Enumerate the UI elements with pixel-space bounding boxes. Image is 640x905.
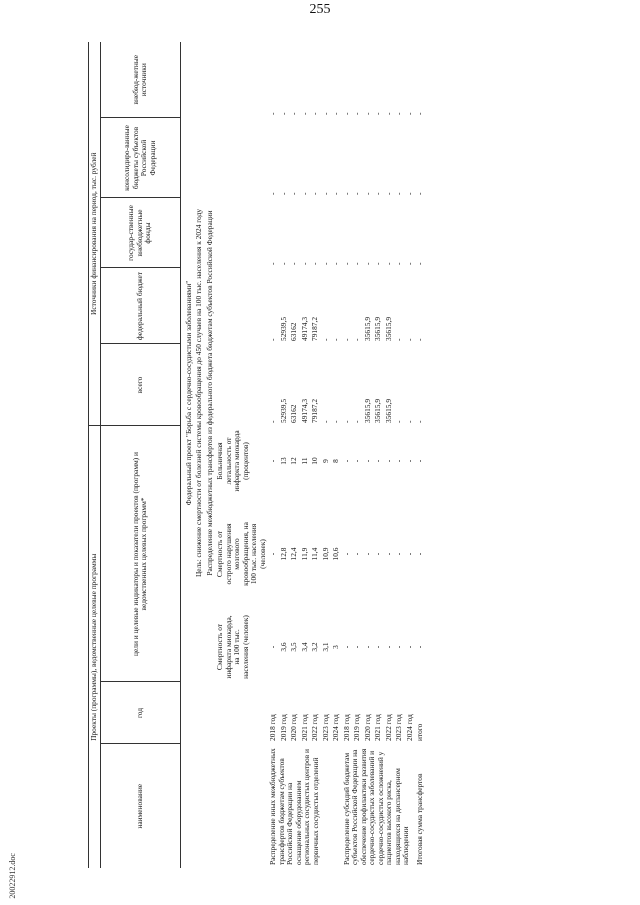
total-row-name: Итоговая сумма трансфертов	[415, 773, 425, 865]
total-amount-cell: -	[404, 420, 414, 423]
indicators-cell	[342, 426, 353, 682]
federal-budget-cell: -	[352, 338, 362, 341]
indicator-hospital-lethality-value: -	[268, 459, 278, 463]
indicator-mi-mortality-value: 3	[331, 645, 341, 649]
indicator-stroke-mortality-value: 12,8	[278, 547, 288, 561]
consolidated-budget-cell: -	[278, 192, 288, 195]
total-amount-cell: 52939,5	[278, 398, 288, 423]
total-amount-cell: 79187,2	[310, 398, 320, 423]
year-cell: 2023 год	[394, 714, 404, 741]
year-cell: 2020 год	[289, 714, 299, 741]
indicator-mi-mortality-value: 3,1	[320, 642, 330, 652]
consolidated-budget-cell: -	[373, 192, 383, 195]
indicator-mi-mortality-value: -	[341, 645, 351, 649]
extrabudget-cell: -	[362, 112, 372, 115]
document-id: 20022912.doc	[8, 853, 17, 899]
federal-budget-cell: -	[268, 338, 278, 341]
page-number: 255	[309, 2, 331, 17]
indicator-hospital-lethality-value: 9	[320, 459, 330, 463]
consolidated-budget-cell: -	[310, 192, 320, 195]
indicator-mi-mortality-value: -	[394, 645, 404, 649]
extrabudget-cell: -	[289, 112, 299, 115]
sources-group-header: Источники финансирования на период, тыс. рублей	[89, 42, 101, 426]
indicator-mi-mortality-value: -	[383, 645, 393, 649]
indicator-hospital-lethality-value: 11	[299, 457, 309, 465]
state-funds-cell: -	[331, 262, 341, 265]
extrabudget-cell: -	[394, 112, 404, 115]
indicator-mi-mortality-value: -	[362, 645, 372, 649]
indicator-stroke-mortality-value: -	[404, 552, 414, 556]
indicator-stroke-mortality-value: 11,4	[310, 547, 320, 561]
state-funds-cell: -	[352, 262, 362, 265]
consolidated-budget-cell: -	[289, 192, 299, 195]
total-amount-cell: -	[352, 420, 362, 423]
indicator-stroke-mortality-value: -	[373, 552, 383, 556]
federal-budget-cell: -	[331, 338, 341, 341]
year-cell: 2022 год	[310, 714, 320, 741]
consolidated-budget-cell: -	[404, 192, 414, 195]
total-amount-cell: -	[341, 420, 351, 423]
rotated-table-area	[88, 28, 640, 868]
indicator-stroke-mortality-value: -	[268, 552, 278, 556]
extrabudget-cell: -	[310, 112, 320, 115]
year-cell: 2024 год	[404, 714, 414, 741]
state-funds-cell: -	[320, 262, 330, 265]
section-2-name: Распределение субсидий бюджетам субъектов Российской Федерации на обеспечение профилактики развития сердечно-сосудистых заболеваний и сердечно-сосудистых осложнений у пациентов высокого риска, находящихся на диспансерном наблюдении	[341, 748, 411, 865]
indicators-cell	[289, 426, 300, 682]
state-funds-cell: -	[394, 262, 404, 265]
year-cell: 2020 год	[362, 714, 372, 741]
indicator-stroke-mortality-value: -	[362, 552, 372, 556]
total-amount-cell: -	[415, 420, 425, 423]
indicator-mi-mortality-value: 3,4	[299, 642, 309, 652]
year-cell: 2023 год	[320, 714, 330, 741]
indicator-stroke-mortality-value: -	[383, 552, 393, 556]
state-funds-cell: -	[373, 262, 383, 265]
indicators-cell	[331, 426, 342, 682]
table-row	[268, 42, 279, 868]
indicator-hospital-lethality-value: 12	[289, 457, 299, 465]
indicator-hospital-lethality-value: -	[341, 459, 351, 463]
extrabudget-cell: -	[268, 112, 278, 115]
extrabudget-cell: -	[352, 112, 362, 115]
federal-budget-cell: 35615,9	[362, 316, 372, 341]
year-cell: 2019 год	[352, 714, 362, 741]
indicator-stroke-mortality-value: 12,4	[289, 547, 299, 561]
extrabudget-cell: -	[341, 112, 351, 115]
state-funds-cell: -	[289, 262, 299, 265]
extrabudget-cell: -	[373, 112, 383, 115]
federal-budget-cell: 49174,3	[299, 316, 309, 341]
federal-budget-cell: 35615,9	[383, 316, 393, 341]
indicators-cell	[300, 426, 311, 682]
project-title: Федеральный проект "Борьба с сердечно-сосудистыми заболеваниями"	[183, 280, 193, 506]
col-consolidated-header: консолидиро-ванные бюджеты субъектов Российской Федерации	[100, 118, 180, 198]
indicator-hospital-lethality-value: 8	[331, 459, 341, 463]
total-row	[415, 42, 426, 868]
indicator-hospital-lethality-value: 10	[310, 457, 320, 465]
total-amount-cell: 35615,9	[373, 398, 383, 423]
indicators-cell	[384, 426, 395, 682]
extrabudget-cell: -	[278, 112, 288, 115]
indicator-stroke-mortality-label: Смертность от острого нарушения мозгового кровообращения, на 100 тыс. населения (человек)	[215, 522, 267, 586]
state-funds-cell: -	[383, 262, 393, 265]
indicators-cell	[415, 426, 426, 682]
state-funds-cell: -	[299, 262, 309, 265]
section-2-rows	[342, 42, 416, 868]
extrabudget-cell: -	[299, 112, 309, 115]
year-cell: 2018 год	[268, 714, 278, 741]
consolidated-budget-cell: -	[415, 192, 425, 195]
indicator-hospital-lethality-label: Больничная летальность от инфаркта миокарда (процентов)	[215, 430, 250, 492]
state-funds-cell: -	[268, 262, 278, 265]
state-funds-cell: -	[310, 262, 320, 265]
consolidated-budget-cell: -	[320, 192, 330, 195]
col-state-funds-header: государ-ственные внебюджетные фонды	[100, 198, 180, 268]
state-funds-cell: -	[415, 262, 425, 265]
state-funds-cell: -	[362, 262, 372, 265]
indicators-cell	[279, 426, 290, 682]
total-amount-cell: -	[268, 420, 278, 423]
federal-budget-cell: -	[320, 338, 330, 341]
federal-budget-cell: 79187,2	[310, 316, 320, 341]
consolidated-budget-cell: -	[383, 192, 393, 195]
financing-table	[88, 42, 426, 868]
consolidated-budget-cell: -	[299, 192, 309, 195]
federal-budget-cell: 63162	[289, 322, 299, 341]
col-federal-header: федеральный бюджет	[100, 268, 180, 344]
state-funds-cell: -	[404, 262, 414, 265]
indicator-hospital-lethality-value: 13	[278, 457, 288, 465]
indicator-mi-mortality-value: -	[415, 645, 425, 649]
federal-budget-cell: 52939,5	[278, 316, 288, 341]
distribution-heading: Распределение межбюджетных трансфертов из федерального бюджета бюджетам субъектов Российской Федерации	[204, 210, 214, 576]
extrabudget-cell: -	[404, 112, 414, 115]
year-cell: 2021 год	[299, 714, 309, 741]
total-amount-cell: 35615,9	[383, 398, 393, 423]
consolidated-budget-cell: -	[362, 192, 372, 195]
total-amount-cell: -	[394, 420, 404, 423]
indicator-hospital-lethality-value: -	[373, 459, 383, 463]
indicator-hospital-lethality-value: -	[394, 459, 404, 463]
indicator-mi-mortality-value: -	[268, 645, 278, 649]
consolidated-budget-cell: -	[268, 192, 278, 195]
year-cell: 2022 год	[383, 714, 393, 741]
indicators-cell	[405, 426, 416, 682]
indicator-hospital-lethality-value: -	[383, 459, 393, 463]
projects-group-header: Проекты (программы), ведомственные целевые программы	[89, 426, 101, 868]
indicator-stroke-mortality-value: -	[415, 552, 425, 556]
indicator-stroke-mortality-value: -	[352, 552, 362, 556]
indicator-stroke-mortality-value: -	[394, 552, 404, 556]
total-amount-cell: 49174,3	[299, 398, 309, 423]
indicator-hospital-lethality-value: -	[362, 459, 372, 463]
indicators-cell	[394, 426, 405, 682]
total-amount-cell: -	[320, 420, 330, 423]
table-row	[342, 42, 353, 868]
extrabudget-cell: -	[331, 112, 341, 115]
indicators-cell	[321, 426, 332, 682]
federal-budget-cell: -	[341, 338, 351, 341]
col-name-header: наименование	[100, 744, 180, 868]
indicator-mi-mortality-value: 3,2	[310, 642, 320, 652]
indicators-cell	[310, 426, 321, 682]
consolidated-budget-cell: -	[394, 192, 404, 195]
indicator-hospital-lethality-value: -	[352, 459, 362, 463]
extrabudget-cell: -	[415, 112, 425, 115]
federal-budget-cell: 35615,9	[373, 316, 383, 341]
indicator-stroke-mortality-value: -	[341, 552, 351, 556]
federal-budget-cell: -	[415, 338, 425, 341]
col-extrabudget-header: внебюд-жетные источники	[100, 42, 180, 118]
year-cell: 2018 год	[341, 714, 351, 741]
indicator-hospital-lethality-value: -	[404, 459, 414, 463]
section-1-name: Распределение иных межбюджетных трансфертов бюджетам субъектов Российской Федерации на оснащение оборудованием региональных сосудистых центров и первичных сосудистых отделений	[268, 748, 320, 865]
state-funds-cell: -	[341, 262, 351, 265]
project-goal: Цель: снижение смертности от болезней системы кровообращения до 450 случаев на 100 тыс. населения к 2024 году	[194, 208, 204, 578]
indicators-cell	[268, 426, 279, 682]
indicator-mi-mortality-value: -	[352, 645, 362, 649]
federal-budget-cell: -	[394, 338, 404, 341]
indicator-stroke-mortality-value: 11,9	[299, 547, 309, 561]
total-amount-cell: 63162	[289, 404, 299, 423]
total-amount-cell: 35615,9	[362, 398, 372, 423]
total-rows	[415, 42, 426, 868]
col-total-header: всего	[100, 344, 180, 426]
indicator-stroke-mortality-value: 10,9	[320, 547, 330, 561]
indicator-hospital-lethality-value: -	[415, 459, 425, 463]
year-cell: 2019 год	[278, 714, 288, 741]
state-funds-cell: -	[278, 262, 288, 265]
consolidated-budget-cell: -	[331, 192, 341, 195]
indicator-mi-mortality-value: -	[373, 645, 383, 649]
col-year-header: год	[100, 682, 180, 744]
indicator-mi-mortality-value: -	[404, 645, 414, 649]
total-row-year: итого	[415, 723, 425, 741]
indicators-cell	[363, 426, 374, 682]
indicator-stroke-mortality-value: 10,6	[331, 547, 341, 561]
section-1-rows	[268, 42, 342, 868]
year-cell: 2024 год	[331, 714, 341, 741]
consolidated-budget-cell: -	[352, 192, 362, 195]
consolidated-budget-cell: -	[341, 192, 351, 195]
year-cell: 2021 год	[373, 714, 383, 741]
indicators-cell	[352, 426, 363, 682]
col-goals-header: цели и целевые индикаторы и показатели проектов (программ) и ведомственных целевых программ*	[100, 426, 180, 682]
indicators-cell	[373, 426, 384, 682]
indicator-mi-mortality-value: 3,6	[278, 642, 288, 652]
indicator-mi-mortality-value: 3,5	[289, 642, 299, 652]
federal-budget-cell: -	[404, 338, 414, 341]
extrabudget-cell: -	[383, 112, 393, 115]
total-amount-cell: -	[331, 420, 341, 423]
indicator-mi-mortality-label: Смертность от инфаркта миокарда, на 100 тыс. населения (человек)	[215, 615, 250, 679]
extrabudget-cell: -	[320, 112, 330, 115]
